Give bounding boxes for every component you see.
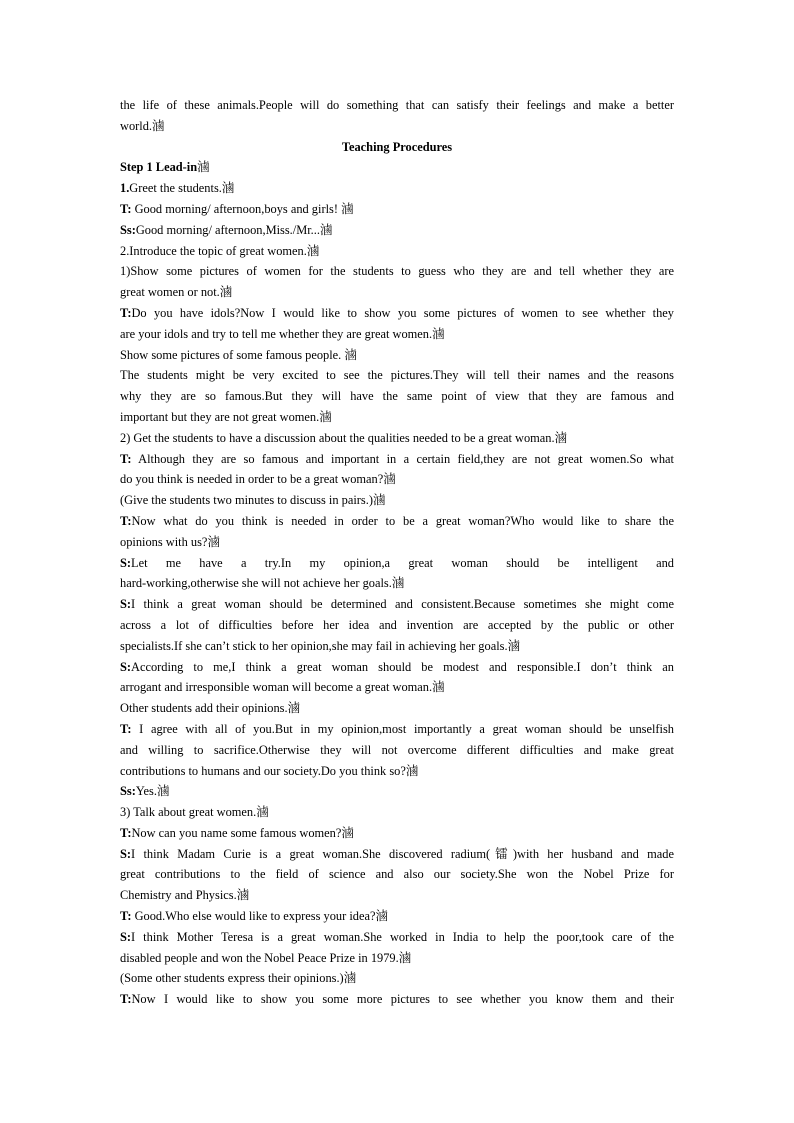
speaker-label: Ss: <box>120 222 136 237</box>
line-text: Teaching Procedures <box>341 139 453 154</box>
text-line <box>120 490 674 511</box>
line-text: (Some other students express their opinions.) <box>120 971 344 986</box>
paragraph-mark: 滷 <box>344 347 357 362</box>
text-line <box>120 927 674 948</box>
text-line <box>120 968 674 989</box>
line-text: Good.Who else would like to express your idea? <box>131 909 376 924</box>
speaker-label: T: <box>120 451 132 466</box>
paragraph-mark: 滷 <box>391 576 405 591</box>
line-text: 2) Get the students to have a discussion about the qualities needed to be a great woman. <box>120 430 555 445</box>
text-line <box>120 823 674 844</box>
line-text: great contributions to the field of science and also our society.She won the Nobel Prize for <box>120 867 674 882</box>
speaker-label: T: <box>120 909 132 924</box>
text-line <box>120 157 674 178</box>
line-text: Let me have a try.In my opinion,a great woman should be intelligent and <box>131 555 674 570</box>
line-text: Although they are so famous and important in a certain field,they are not great women.So what <box>131 451 674 466</box>
text-line <box>120 948 674 969</box>
line-text: important but they are not great women. <box>120 409 320 424</box>
text-line <box>120 657 674 678</box>
speaker-label: Step 1 Lead-in <box>120 160 198 175</box>
line-text: across a lot of difficulties before her idea and invention are accepted by the public or other <box>120 617 674 632</box>
paragraph-mark: 滷 <box>236 888 250 903</box>
text-line <box>120 615 674 636</box>
paragraph-mark: 滷 <box>398 950 412 965</box>
speaker-label: T: <box>120 201 132 216</box>
text-line <box>120 220 674 241</box>
line-text: Greet the students. <box>129 181 222 196</box>
text-line <box>120 781 674 802</box>
line-text: 1)Show some pictures of women for the students to guess who they are and tell whether they are <box>120 264 674 279</box>
speaker-label: S: <box>120 659 132 674</box>
text-line <box>120 241 674 262</box>
text-line <box>120 511 674 532</box>
text-line <box>120 324 674 345</box>
speaker-label: Ss: <box>120 784 136 799</box>
speaker-label: T: <box>120 721 132 736</box>
paragraph-mark: 滷 <box>156 784 170 799</box>
paragraph-mark: 滷 <box>432 326 445 341</box>
text-line <box>120 386 674 407</box>
line-text: Now can you name some famous women? <box>131 825 342 840</box>
text-line <box>120 594 674 615</box>
section-heading <box>120 137 674 158</box>
line-text: I think Madam Curie is a great woman.She discovered radium(镭)with her husband and made <box>131 846 674 861</box>
paragraph-mark: 滷 <box>319 222 333 237</box>
line-text: The students might be very excited to see the pictures.They will tell their names and the reasons <box>120 368 674 383</box>
paragraph-mark: 滷 <box>207 534 220 549</box>
paragraph-mark: 滷 <box>383 472 396 487</box>
line-text: 2.Introduce the topic of great women. <box>120 243 307 258</box>
text-line <box>120 95 674 116</box>
line-text: Other students add their opinions. <box>120 701 288 716</box>
line-text: Good morning/ afternoon,boys and girls! <box>131 201 342 216</box>
text-line <box>120 698 674 719</box>
text-line <box>120 532 674 553</box>
text-line <box>120 864 674 885</box>
line-text: and willing to sacrifice.Otherwise they will not overcome different difficulties and make great <box>120 742 674 757</box>
line-text: Chemistry and Physics. <box>120 888 237 903</box>
line-text: why they are so famous.But they will have the same point of view that they are famous and <box>120 389 674 404</box>
text-line <box>120 261 674 282</box>
line-text: specialists.If she can’t stick to her opinion,she may fail in achieving her goals. <box>120 638 508 653</box>
text-line <box>120 989 674 1010</box>
text-line <box>120 365 674 386</box>
paragraph-mark: 滷 <box>375 909 388 924</box>
line-text: arrogant and irresponsible woman will become a great woman. <box>120 680 433 695</box>
text-line <box>120 303 674 324</box>
paragraph-mark: 滷 <box>221 181 235 196</box>
line-text: disabled people and won the Nobel Peace Prize in 1979. <box>120 950 399 965</box>
speaker-label: 1. <box>120 181 130 196</box>
speaker-label: T: <box>120 992 132 1007</box>
line-text: I think a great woman should be determined and consistent.Because sometimes she might come <box>131 597 674 612</box>
paragraph-mark: 滷 <box>554 430 567 445</box>
line-text: do you think is needed in order to be a great woman? <box>120 472 384 487</box>
line-text: Good morning/ afternoon,Miss./Mr... <box>135 222 320 237</box>
text-line <box>120 428 674 449</box>
paragraph-mark: 滷 <box>306 243 320 258</box>
text-line <box>120 573 674 594</box>
paragraph-mark: 滷 <box>319 409 332 424</box>
text-line <box>120 677 674 698</box>
text-line <box>120 407 674 428</box>
line-text: Now I would like to show you some more pictures to see whether you know them and their <box>131 992 674 1007</box>
paragraph-mark: 滷 <box>343 971 357 986</box>
speaker-label: S: <box>120 846 132 861</box>
text-line <box>120 449 674 470</box>
text-line <box>120 885 674 906</box>
paragraph-mark: 滷 <box>405 763 419 778</box>
line-text: Yes. <box>135 784 157 799</box>
paragraph-mark: 滷 <box>256 805 269 820</box>
line-text: the life of these animals.People will do something that can satisfy their feelings and make a better <box>120 98 674 112</box>
document-page <box>120 95 674 1010</box>
paragraph-mark: 滷 <box>287 701 300 716</box>
paragraph-mark: 滷 <box>341 825 354 840</box>
text-line <box>120 345 674 366</box>
paragraph-mark: 滷 <box>372 493 386 508</box>
line-text: I agree with all of you.But in my opinion,most importantly a great woman should be unselfish <box>131 721 674 736</box>
line-text: opinions with us? <box>120 534 208 549</box>
text-line <box>120 761 674 782</box>
line-text: I think Mother Teresa is a great woman.She worked in India to help the poor,took care of the <box>131 929 674 944</box>
text-line <box>120 844 674 865</box>
line-text: great women or not. <box>120 285 220 300</box>
line-text: (Give the students two minutes to discuss in pairs.) <box>120 493 373 508</box>
text-line <box>120 116 674 137</box>
paragraph-mark: 滷 <box>152 118 165 133</box>
line-text: hard-working,otherwise she will not achieve her goals. <box>120 576 392 591</box>
speaker-label: S: <box>120 929 132 944</box>
line-text: contributions to humans and our society.Do you think so? <box>120 763 406 778</box>
text-line <box>120 178 674 199</box>
speaker-label: T: <box>120 825 132 840</box>
paragraph-mark: 滷 <box>219 285 233 300</box>
speaker-label: S: <box>120 555 132 570</box>
paragraph-mark: 滷 <box>341 201 354 216</box>
paragraph-mark: 滷 <box>432 680 445 695</box>
line-text: 3) Talk about great women. <box>120 805 257 820</box>
line-text: Show some pictures of some famous people. <box>120 347 345 362</box>
text-line <box>120 906 674 927</box>
text-line <box>120 740 674 761</box>
paragraph-mark: 滷 <box>507 638 520 653</box>
speaker-label: T: <box>120 513 132 528</box>
text-line <box>120 719 674 740</box>
paragraph-mark: 滷 <box>197 160 210 175</box>
speaker-label: T: <box>120 305 132 320</box>
line-text: According to me,I think a great woman should be modest and responsible.I don’t think an <box>131 659 674 674</box>
text-line <box>120 199 674 220</box>
text-line <box>120 469 674 490</box>
text-line <box>120 282 674 303</box>
line-text: are your idols and try to tell me whether they are great women. <box>120 326 433 341</box>
line-text: Do you have idols?Now I would like to show you some pictures of women to see whether they <box>131 305 674 320</box>
text-line <box>120 636 674 657</box>
text-line <box>120 802 674 823</box>
speaker-label: S: <box>120 597 132 612</box>
text-line <box>120 553 674 574</box>
line-text: world. <box>120 118 153 133</box>
line-text: Now what do you think is needed in order to be a great woman?Who would like to share the <box>131 513 674 528</box>
